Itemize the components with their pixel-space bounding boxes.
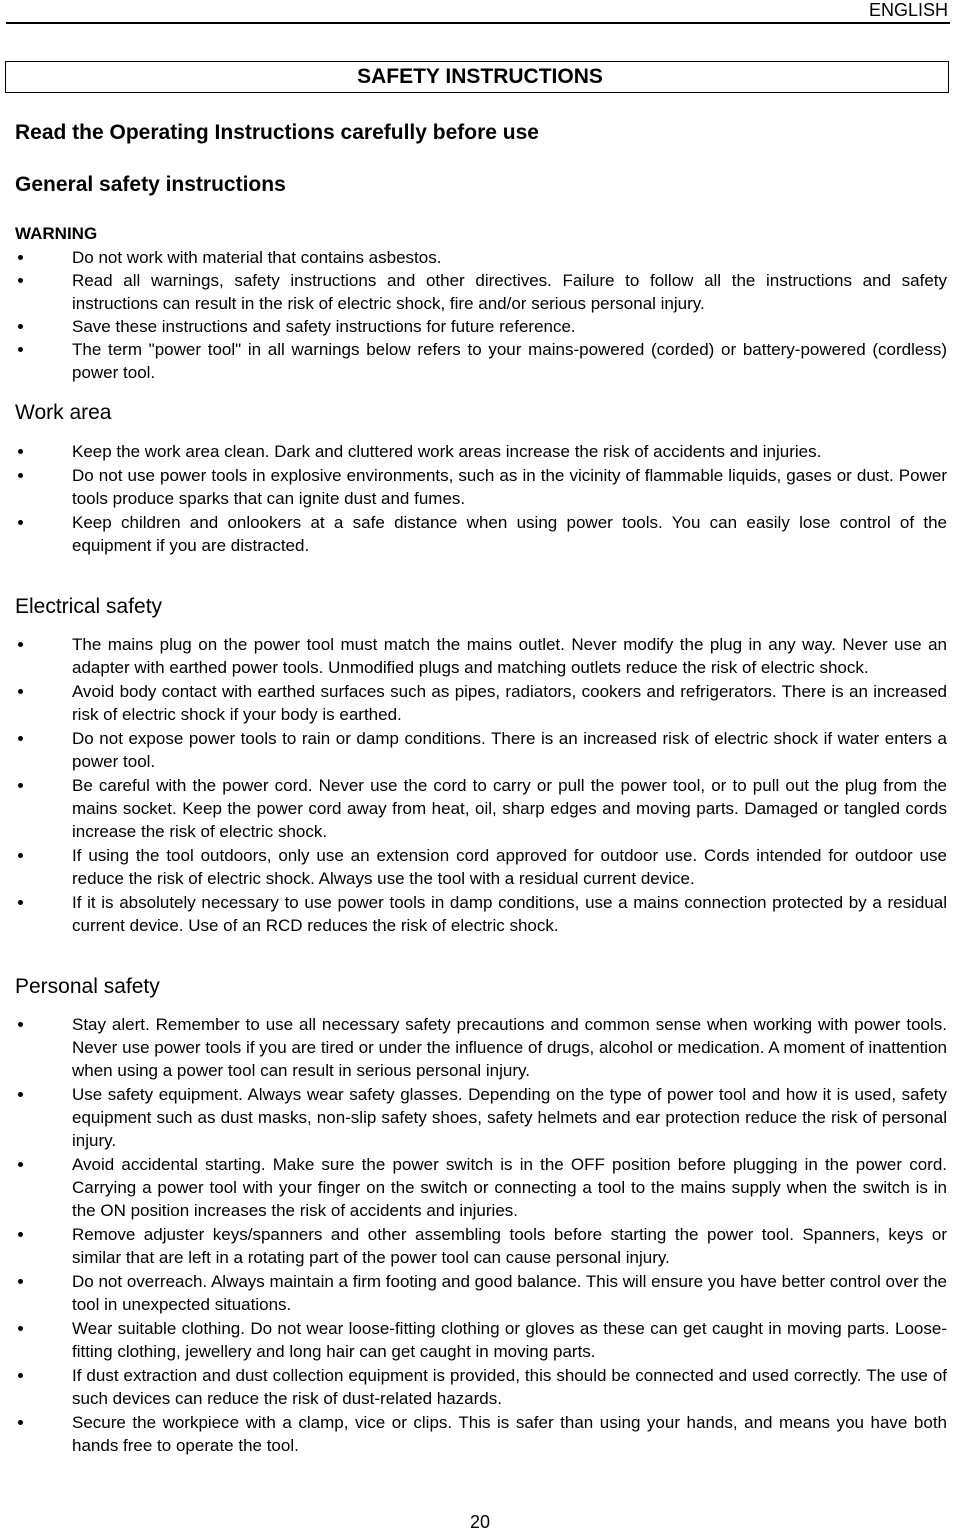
personal-safety-list [0,1013,960,1458]
list-item-text: Use safety equipment. Always wear safety glasses. Depending on the type of power tool and how it is used, safety equipment such as dust masks, non-slip safety shoes, safety helmets and ear protection reduce the risk of personal injury. [72,1085,947,1150]
list-item [0,464,947,510]
bullet-icon [18,1373,23,1378]
list-item-text: Remove adjuster keys/spanners and other assembling tools before starting the power tool. Spanners, keys or similar that are left in a rotating part of the power tool can cause personal injury. [72,1225,947,1267]
bullet-icon [18,689,23,694]
list-item [0,1083,947,1152]
warning-list [0,246,960,384]
bullet-icon [18,1279,23,1284]
work-area-list [0,440,960,558]
personal-safety-heading: Personal safety [15,975,160,998]
list-item [0,1411,947,1457]
bullet-icon [18,736,23,741]
list-item [0,246,947,269]
bullet-icon [18,449,23,454]
general-safety-heading: General safety instructions [15,173,286,196]
list-item [0,727,947,773]
list-item [0,633,947,679]
bullet-icon [18,1092,23,1097]
list-item-text: Avoid accidental starting. Make sure the power switch is in the OFF position before plugging in the power cord. Carrying a power tool with your finger on the switch or connecting a tool to the mains supply when the switch is in the ON position increases the risk of accidents and injuries. [72,1155,947,1220]
bullet-icon [18,1232,23,1237]
list-item-text: If it is absolutely necessary to use power tools in damp conditions, use a mains connection protected by a residual current device. Use of an RCD reduces the risk of electric shock. [72,893,947,935]
bullet-icon [18,255,23,260]
list-item-text: Read all warnings, safety instructions and other directives. Failure to follow all the instructions and safety instructions can result in the risk of electric shock, fire and/or serious personal injury. [72,271,947,313]
page-title: SAFETY INSTRUCTIONS [357,65,603,88]
bullet-icon [18,783,23,788]
work-area-heading: Work area [15,401,112,424]
list-item [0,1317,947,1363]
electrical-safety-heading: Electrical safety [15,595,163,618]
list-item-text: The mains plug on the power tool must match the mains outlet. Never modify the plug in any way. Never use an adapter with earthed power tools. Unmodified plugs and matching outlets reduce the risk of electric shock. [72,635,947,677]
list-item-text: Do not expose power tools to rain or damp conditions. There is an increased risk of electric shock if water enters a power tool. [72,729,947,771]
language-label: ENGLISH [868,0,948,20]
list-item [0,1364,947,1410]
list-item [0,844,947,890]
list-item [0,1153,947,1222]
list-item-text: Stay alert. Remember to use all necessary safety precautions and common sense when working with power tools. Never use power tools if you are tired or under the influence of drugs, alcohol or medication. A moment of inattention when using a power tool can result in serious personal injury. [72,1015,947,1080]
intro-heading: Read the Operating Instructions carefully before use [15,121,539,144]
bullet-icon [18,473,23,478]
list-item-text: If using the tool outdoors, only use an extension cord approved for outdoor use. Cords intended for outdoor use reduce the risk of electric shock. Always use the tool with a residual current device. [72,846,947,888]
list-item-text: The term "power tool" in all warnings below refers to your mains-powered (corded) or battery-powered (cordless) power tool. [72,340,947,382]
list-item [0,315,947,338]
warning-label: WARNING [15,224,98,243]
bullet-icon [18,278,23,283]
bullet-icon [18,900,23,905]
electrical-safety-list [0,633,960,938]
bullet-icon [18,520,23,525]
list-item [0,1223,947,1269]
list-item-text: Secure the workpiece with a clamp, vice or clips. This is safer than using your hands, and means you have both hands free to operate the tool. [72,1413,947,1455]
list-item-text: Do not overreach. Always maintain a firm footing and good balance. This will ensure you have better control over the tool in unexpected situations. [72,1272,947,1314]
list-item [0,774,947,843]
list-item-text: If dust extraction and dust collection equipment is provided, this should be connected and used correctly. The use of such devices can reduce the risk of dust-related hazards. [72,1366,947,1408]
list-item [0,680,947,726]
list-item [0,891,947,937]
list-item-text: Avoid body contact with earthed surfaces such as pipes, radiators, cookers and refrigerators. There is an increased risk of electric shock if your body is earthed. [72,682,947,724]
list-item [0,1013,947,1082]
header-divider [6,22,950,24]
list-item [0,269,947,315]
list-item [0,1270,947,1316]
bullet-icon [18,1022,23,1027]
list-item-text: Do not work with material that contains asbestos. [72,248,442,267]
page-number: 20 [469,1512,491,1532]
bullet-icon [18,853,23,858]
list-item-text: Keep children and onlookers at a safe distance when using power tools. You can easily lose control of the equipment if you are distracted. [72,513,947,555]
list-item-text: Be careful with the power cord. Never use the cord to carry or pull the power tool, or to pull out the plug from the mains socket. Keep the power cord away from heat, oil, sharp edges and moving parts. Damaged or tangled cords increase the risk of electric shock. [72,776,947,841]
bullet-icon [18,1420,23,1425]
bullet-icon [18,324,23,329]
list-item [0,511,947,557]
bullet-icon [18,347,23,352]
list-item [0,440,947,463]
list-item-text: Wear suitable clothing. Do not wear loose-fitting clothing or gloves as these can get caught in moving parts. Loose-fitting clothing, jewellery and long hair can get caught in moving parts. [72,1319,947,1361]
list-item-text: Do not use power tools in explosive environments, such as in the vicinity of flammable liquids, gases or dust. Power tools produce sparks that can ignite dust and fumes. [72,466,947,508]
list-item-text: Keep the work area clean. Dark and cluttered work areas increase the risk of accidents and injuries. [72,442,822,461]
bullet-icon [18,1162,23,1167]
bullet-icon [18,1326,23,1331]
bullet-icon [18,642,23,647]
list-item [0,338,947,384]
list-item-text: Save these instructions and safety instructions for future reference. [72,317,576,336]
